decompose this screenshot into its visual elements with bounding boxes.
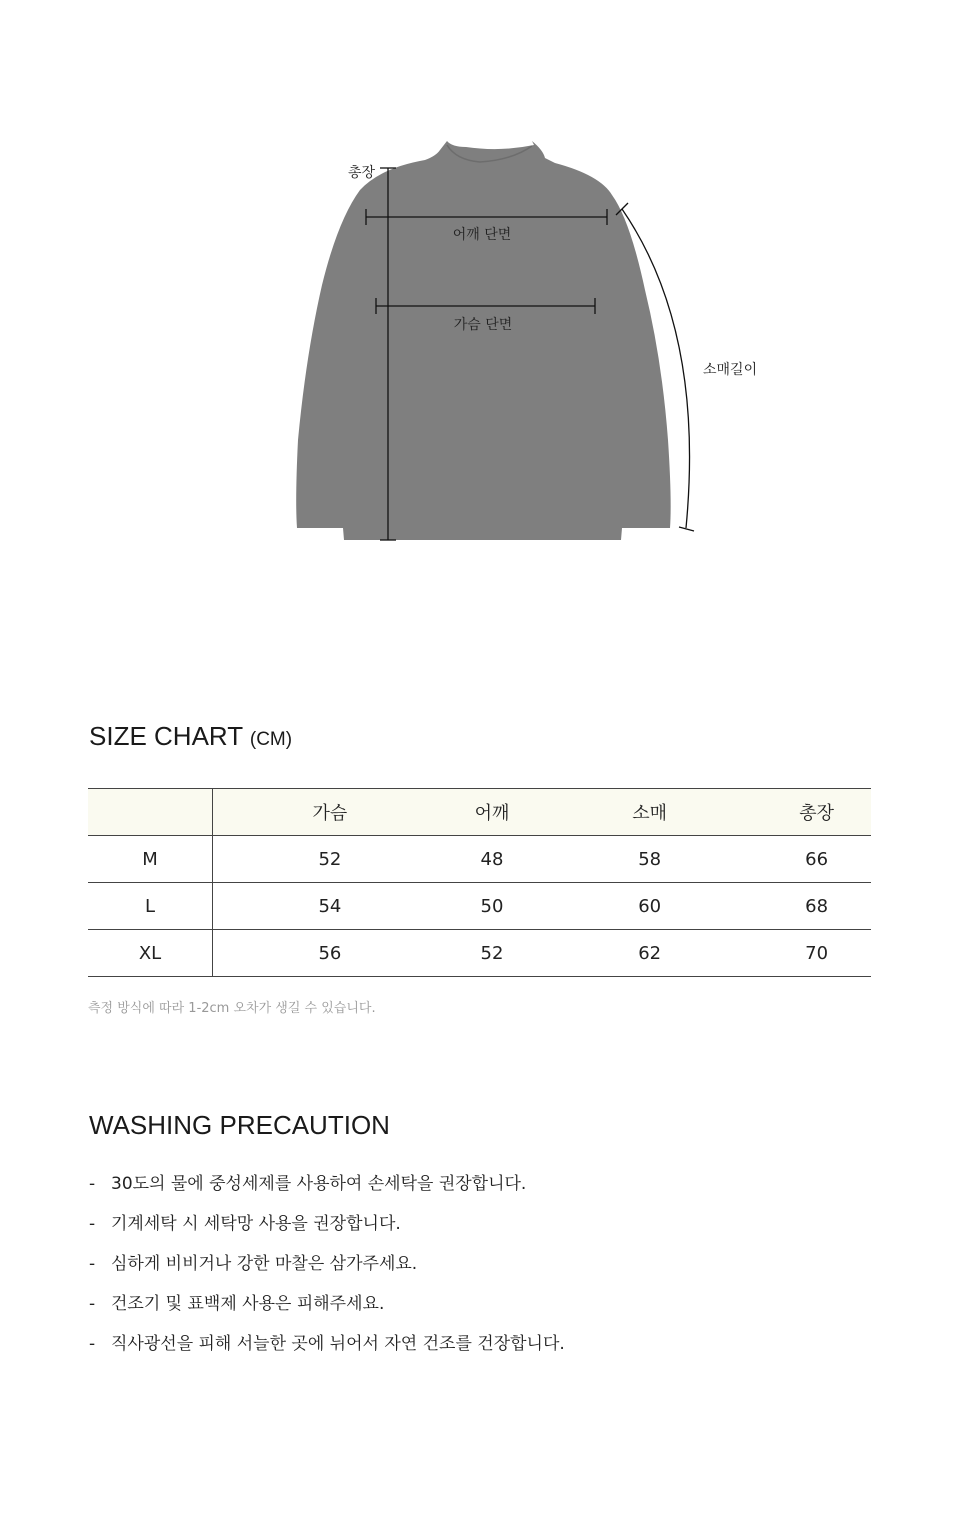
size-table-header-row xyxy=(88,789,871,836)
chest-cell: 54 xyxy=(213,883,447,930)
shoulder-width-label: 어깨 단면 xyxy=(452,227,512,243)
list-item-text: 30도의 물에 중성세제를 사용하여 손세탁을 권장합니다. xyxy=(111,1174,527,1194)
garment-measurement-diagram xyxy=(0,0,960,640)
size-chart-table xyxy=(88,788,871,977)
list-item xyxy=(89,1210,565,1250)
size-chart-note: 측정 방식에 따라 1-2cm 오차가 생길 수 있습니다. xyxy=(88,1001,376,1016)
chest-cell: 56 xyxy=(213,930,447,977)
length-cell: 66 xyxy=(762,836,871,883)
list-item xyxy=(89,1290,565,1330)
sleeve-cell: 58 xyxy=(537,836,762,883)
shoulder-cell: 52 xyxy=(447,930,537,977)
sleeve-cell: 60 xyxy=(537,883,762,930)
sleeve-cell: 62 xyxy=(537,930,762,977)
bullet-dash: - xyxy=(89,1174,96,1194)
table-row xyxy=(88,930,871,977)
size-cell: XL xyxy=(88,930,213,977)
size-cell: M xyxy=(88,836,213,883)
chest-width-label: 가슴 단면 xyxy=(453,317,513,333)
list-item xyxy=(89,1170,565,1210)
size-table-header-length: 총장 xyxy=(762,789,871,836)
total-length-label: 총장 xyxy=(348,165,376,181)
list-item-text: 직사광선을 피해 서늘한 곳에 뉘어서 자연 건조를 건장합니다. xyxy=(111,1334,565,1354)
shoulder-cell: 48 xyxy=(447,836,537,883)
bullet-dash: - xyxy=(89,1254,96,1274)
list-item xyxy=(89,1250,565,1290)
bullet-dash: - xyxy=(89,1214,96,1234)
sleeve-length-label: 소매길이 xyxy=(703,362,758,378)
sweater-illustration xyxy=(296,141,670,540)
list-item-text: 기계세탁 시 세탁망 사용을 권장합니다. xyxy=(111,1214,401,1234)
table-row xyxy=(88,883,871,930)
washing-precaution-list xyxy=(89,1170,565,1370)
length-cell: 68 xyxy=(762,883,871,930)
size-chart-unit: (CM) xyxy=(249,729,293,750)
list-item-text: 심하게 비비거나 강한 마찰은 삼가주세요. xyxy=(111,1254,418,1274)
list-item-text: 건조기 및 표백제 사용은 피해주세요. xyxy=(111,1294,385,1314)
size-table-header-shoulder: 어깨 xyxy=(447,789,537,836)
length-cell: 70 xyxy=(762,930,871,977)
size-chart-title-text: SIZE CHART xyxy=(89,721,243,751)
shoulder-cell: 50 xyxy=(447,883,537,930)
size-chart-title xyxy=(89,721,292,752)
size-table-header-sleeve: 소매 xyxy=(537,789,762,836)
chest-cell: 52 xyxy=(213,836,447,883)
table-row xyxy=(88,836,871,883)
sweater-body xyxy=(296,141,670,540)
bullet-dash: - xyxy=(89,1294,96,1314)
washing-precaution-title: WASHING PRECAUTION xyxy=(89,1110,390,1140)
size-table-header-chest: 가슴 xyxy=(213,789,447,836)
list-item xyxy=(89,1330,565,1370)
bullet-dash: - xyxy=(89,1334,96,1354)
size-cell: L xyxy=(88,883,213,930)
size-table-header-size xyxy=(88,789,213,836)
